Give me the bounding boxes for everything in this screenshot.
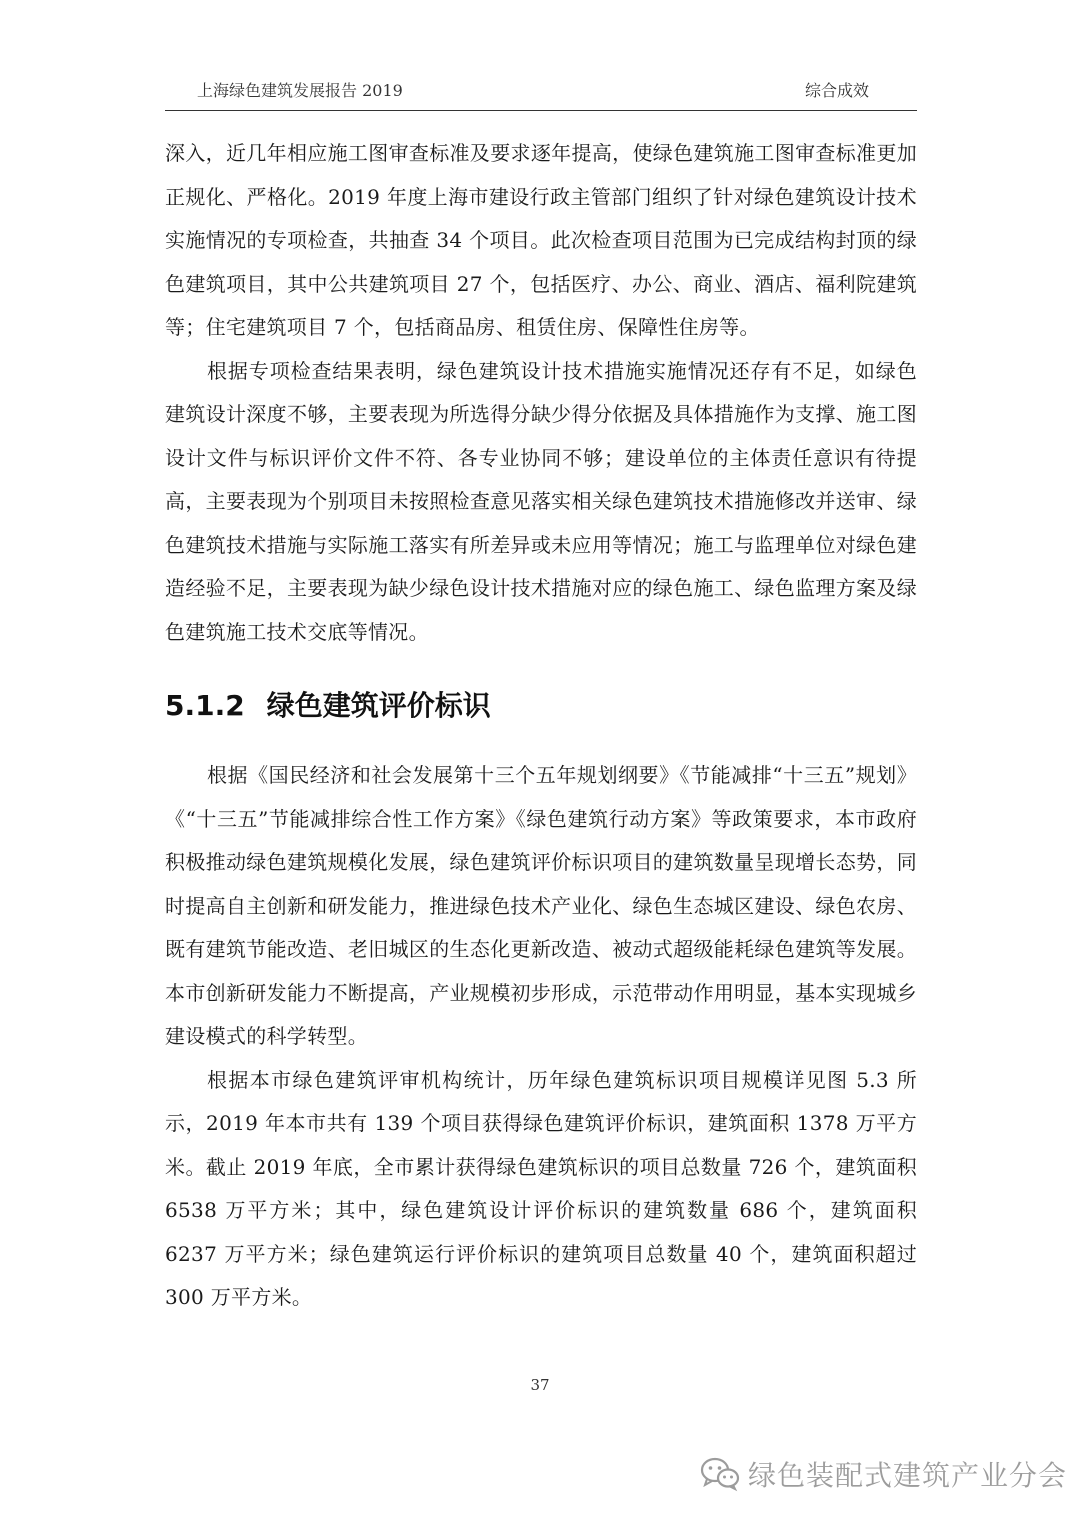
section-heading (165, 686, 917, 726)
section-title: 绿色建筑评价标识 (266, 689, 491, 722)
header-chapter-title: 综合成效 (804, 81, 869, 100)
paragraph-statistics: 根据本市绿色建筑评审机构统计，历年绿色建筑标识项目规模详见图 5.3 所示，2019 年本市共有 139 个项目获得绿色建筑评价标识，建筑面积 1378 万平方米。截止 2019 年底，全市累计获得绿色建筑标识的项目总数量 726 个，建筑面积 6538 万平方米；其中，绿色建筑设计评价标识的建筑数量 686 个，建筑面积 6237 万平方米；绿色建筑运行评价标识的建筑项目总数量 40 个，建筑面积超过 300 万平方米。 (165, 1067, 917, 1309)
page-number: 37 (530, 1376, 550, 1394)
section-number: 5.1.2 (165, 689, 245, 722)
watermark (700, 1452, 1067, 1496)
paragraph-policy: 根据《国民经济和社会发展第十三个五年规划纲要》《节能减排“十三五”规划》《“十三五”节能减排综合性工作方案》《绿色建筑行动方案》等政策要求，本市政府积极推动绿色建筑规模化发展，绿色建筑评价标识项目的建筑数量呈现增长态势，同时提高自主创新和研发能力，推进绿色技术产业化、绿色生态城区建设、绿色农房、既有建筑节能改造、老旧城区的生态化更新改造、被动式超级能耗绿色建筑等发展。本市创新研发能力不断提高，产业规模初步形成，示范带动作用明显，基本实现城乡建设模式的科学转型。 (165, 763, 917, 1048)
paragraph-inspection-results: 根据专项检查结果表明，绿色建筑设计技术措施实施情况还存有不足，如绿色建筑设计深度不够，主要表现为所选得分缺少得分依据及具体措施作为支撑、施工图设计文件与标识评价文件不符、各专业协同不够；建设单位的主体责任意识有待提高，主要表现为个别项目未按照检查意见落实相关绿色建筑技术措施修改并送审、绿色建筑技术措施与实际施工落实有所差异或未应用等情况；施工与监理单位对绿色建造经验不足，主要表现为缺少绿色设计技术措施对应的绿色施工、绿色监理方案及绿色建筑施工技术交底等情况。 (165, 358, 917, 644)
header-report-title: 上海绿色建筑发展报告 2019 (197, 81, 403, 100)
page-header (165, 70, 917, 111)
page-content (165, 132, 917, 1320)
wechat-icon (700, 1456, 740, 1492)
watermark-text: 绿色装配式建筑产业分会 (748, 1459, 1068, 1492)
paragraph-continued: 深入，近几年相应施工图审查标准及要求逐年提高，使绿色建筑施工图审查标准更加正规化、严格化。2019 年度上海市建设行政主管部门组织了针对绿色建筑设计技术实施情况的专项检查，共抽查 34 个项目。此次检查项目范围为已完成结构封顶的绿色建筑项目，其中公共建筑项目 27 个，包括医疗、办公、商业、酒店、福利院建筑等；住宅建筑项目 7 个，包括商品房、租赁住房、保障性住房等。 (165, 141, 917, 339)
